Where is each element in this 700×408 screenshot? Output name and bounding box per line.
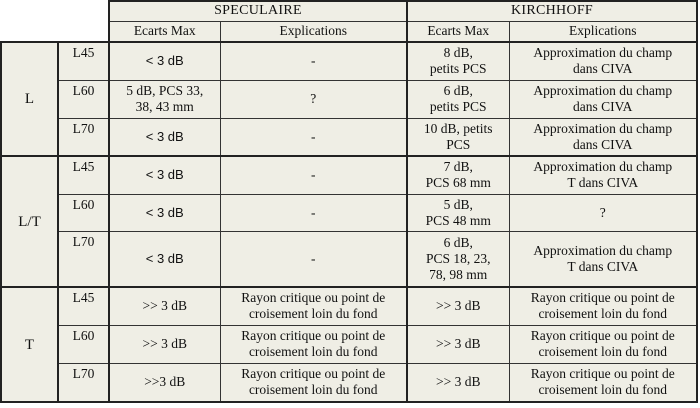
header-speculaire: SPECULAIRE (109, 1, 407, 21)
table-row (1, 325, 697, 363)
kir-ecart-cell: >> 3 dB (407, 325, 509, 363)
group-label: T (1, 287, 58, 402)
spec-ecart-cell: < 3 dB (109, 194, 220, 231)
kir-ecart-cell: >> 3 dB (407, 287, 509, 325)
kir-ecart-cell: 5 dB, PCS 48 mm (407, 194, 509, 231)
header-spec-ecarts: Ecarts Max (109, 21, 220, 42)
table-row (1, 194, 697, 231)
kir-expl-cell: Approximation du champ dans CIVA (509, 42, 697, 80)
table-row (1, 287, 697, 325)
kir-expl-cell: Approximation du champ T dans CIVA (509, 156, 697, 194)
spec-ecart-cell: >>3 dB (109, 363, 220, 402)
header-kirchhoff: KIRCHHOFF (407, 1, 697, 21)
mode-cell: L70 (58, 118, 109, 156)
spec-expl-cell: - (220, 231, 407, 287)
spec-ecart-cell: < 3 dB (109, 42, 220, 80)
spec-expl-cell: ? (220, 80, 407, 118)
mode-cell: L70 (58, 363, 109, 402)
kir-expl-cell: Rayon critique ou point de croisement loin du fond (509, 325, 697, 363)
spec-ecart-cell: 5 dB, PCS 33, 38, 43 mm (109, 80, 220, 118)
spec-expl-cell: - (220, 118, 407, 156)
kir-ecart-cell: 7 dB, PCS 68 mm (407, 156, 509, 194)
spec-ecart-cell: < 3 dB (109, 231, 220, 287)
spec-ecart-cell: >> 3 dB (109, 325, 220, 363)
kir-expl-cell: Approximation du champ dans CIVA (509, 80, 697, 118)
header-kir-ecarts: Ecarts Max (407, 21, 509, 42)
table-row (1, 363, 697, 402)
table-row (1, 231, 697, 287)
kir-ecart-cell: 8 dB, petits PCS (407, 42, 509, 80)
header-spec-explications: Explications (220, 21, 407, 42)
spec-expl-cell: Rayon critique ou point de croisement loin du fond (220, 363, 407, 402)
spec-ecart-cell: < 3 dB (109, 156, 220, 194)
kir-expl-cell: Approximation du champ T dans CIVA (509, 231, 697, 287)
table-row (1, 118, 697, 156)
spec-ecart-cell: >> 3 dB (109, 287, 220, 325)
kir-ecart-cell: 6 dB, petits PCS (407, 80, 509, 118)
mode-cell: L45 (58, 42, 109, 80)
spec-expl-cell: Rayon critique ou point de croisement loin du fond (220, 325, 407, 363)
kir-ecart-cell: 10 dB, petits PCS (407, 118, 509, 156)
spec-expl-cell: - (220, 194, 407, 231)
mode-cell: L70 (58, 231, 109, 287)
corner-blank-2 (1, 21, 109, 42)
mode-cell: L45 (58, 287, 109, 325)
header-kir-explications: Explications (509, 21, 697, 42)
spec-ecart-cell: < 3 dB (109, 118, 220, 156)
table-row (1, 156, 697, 194)
spec-expl-cell: - (220, 42, 407, 80)
kir-expl-cell: Rayon critique ou point de croisement loin du fond (509, 363, 697, 402)
table-row (1, 42, 697, 80)
spec-expl-cell: Rayon critique ou point de croisement loin du fond (220, 287, 407, 325)
group-label: L (1, 42, 58, 156)
kir-expl-cell: Approximation du champ dans CIVA (509, 118, 697, 156)
corner-blank (1, 1, 109, 21)
kir-ecart-cell: >> 3 dB (407, 363, 509, 402)
mode-cell: L60 (58, 325, 109, 363)
group-label: L/T (1, 156, 58, 287)
kir-expl-cell: Rayon critique ou point de croisement loin du fond (509, 287, 697, 325)
mode-cell: L45 (58, 156, 109, 194)
mode-cell: L60 (58, 80, 109, 118)
mode-cell: L60 (58, 194, 109, 231)
spec-expl-cell: - (220, 156, 407, 194)
table-row (1, 80, 697, 118)
kir-expl-cell: ? (509, 194, 697, 231)
kir-ecart-cell: 6 dB, PCS 18, 23, 78, 98 mm (407, 231, 509, 287)
